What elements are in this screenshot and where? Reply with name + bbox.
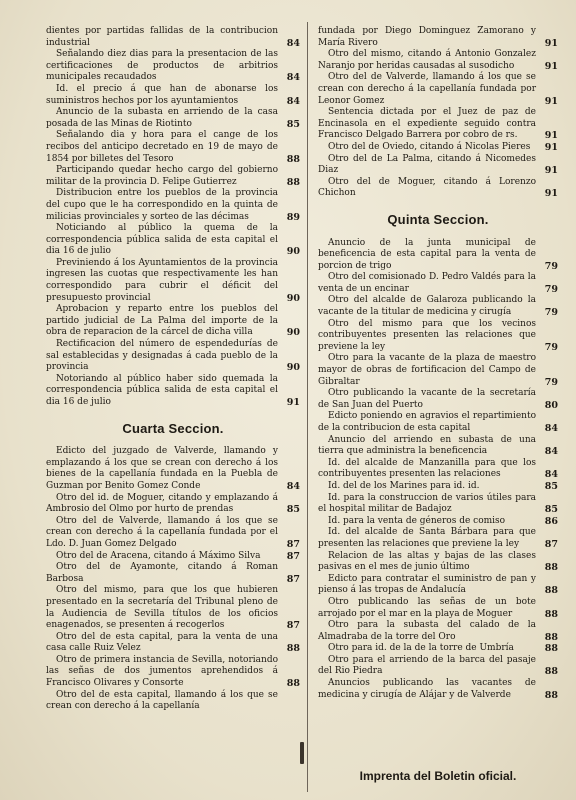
printer-imprint: Imprenta del Boletin oficial. [359,769,517,784]
index-entry: Otro para id. de la de la torre de Umbría 88 [328,643,558,655]
index-entry: Otro para el arriendo de la barca del pasaje del Rio Piedra 88 [318,654,558,678]
index-entry: Otro del de La Palma, citando á Nicomedes Diaz 91 [318,153,558,177]
index-entry: Relacion de las altas y bajas de las clases pasivas en el mes de junio último 88 [318,550,558,574]
section-heading: Quinta Seccion. [387,211,489,227]
index-entry: Edicto del juzgado de Valverde, llamando y emplazando á los que se crean con derecho á los bienes de la capellanía fundada en la Puebla de Guzman por Benito Gomez Conde 84 [46,446,300,492]
index-entry: Señalando dia y hora para el cange de los recibos del anticipo decretado en 19 de mayo de 1854 por billetes del Tesoro 88 [46,130,300,165]
index-entry: Aprobacion y reparto entre los pueblos del partido judicial de La Palma del importe de la obra de reparacion de la cárcel de dicha villa 90 [46,304,300,339]
index-entry: Id. del alcalde de Santa Bárbara para que presenten las relaciones que previene la ley 87 [318,527,558,550]
index-entry: Otro del de Valverde, llamando á los que se crean con derecho á la capellanía fundada por Leonor Gomez 91 [318,72,558,107]
index-entry: Edicto para contratar el suministro de pan y pienso á las tropas de Andalucía 88 [318,573,558,597]
index-entry: Id. del de los Marines para id. id. 85 [328,480,558,492]
index-entry: Anuncios publicando las vacantes de medicina y cirugía de Alájar y de Valverde 88 [318,678,558,701]
index-entry: Anuncio de la subasta en arriendo de la casa posada de las Minas de Riotinto 85 [46,107,300,130]
index-entry: Notoriando al público haber sido quemada la correspondencia pública salida de esta capital el dia 16 de julio 91 [46,373,300,408]
index-entry: Id. para la venta de géneros de comiso 86 [328,515,558,527]
index-entry: Id. del alcalde de Manzanilla para que los contribuyentes presenten las relaciones 84 [318,457,558,481]
index-entry: Señalando diez dias para la presentacion de las certificaciones de productos de arbitrios municipales recaudados 84 [46,49,300,84]
right-column [318,26,558,783]
index-entry: Otro del mismo, citando á Antonio Gonzalez Naranjo por heridas causadas al susodicho 91 [318,49,558,72]
section-heading: Cuarta Seccion. [122,420,224,436]
index-entry: Distribucion entre los pueblos de la provincia del cupo que le ha correspondido en la quinta de milicias provinciales y sorteo de las décimas 89 [46,188,300,223]
index-entry: Otro del id. de Moguer, citando y emplazando á Ambrosio del Olmo por hurto de prendas 85 [46,492,300,516]
column-divider [307,22,308,792]
index-entry: Noticiando al público la quema de la correspondencia pública salida de esta capital el dia 16 de julio 90 [46,223,300,258]
index-entry: Otro del de Aracena, citando á Máximo Silva 87 [56,550,300,562]
index-entry: Otro del de Oviedo, citando á Nicolas Pieres 91 [328,141,558,153]
index-entry: Otro para la vacante de la plaza de maestro mayor de obras de fortificacion del Campo de Gibraltar 79 [318,353,558,388]
index-entry: Otro para la subasta del calado de la Almadraba de la torre del Oro 88 [318,620,558,643]
index-entry: Participando quedar hecho cargo del gobierno militar de la provincia D. Felipe Gutierrez 88 [46,165,300,188]
index-entry: Otro del comisionado D. Pedro Valdés para la venta de un encinar 79 [318,272,558,295]
index-entry: Id. para la construccion de varios útiles para el hospital militar de Badajoz 85 [318,492,558,516]
index-entry: Otro del de esta capital, para la venta de una casa calle Ruiz Velez 88 [46,631,300,655]
index-entry: Previniendo á los Ayuntamientos de la provincia ingresen las cuotas que respectivamente les han correspondido para cubrir el déficit del presupuesto provincial 90 [46,257,300,304]
index-entry: fundada por Diego Dominguez Zamorano y María Rivero 91 [318,26,558,49]
index-entry: Otro del de Moguer, citando á Lorenzo Chichon 91 [318,176,558,200]
index-entry: Anuncio del arriendo en subasta de una tierra que administra la beneficencia 84 [318,434,558,458]
index-entry: Anuncio de la junta municipal de beneficencia de esta capital para la venta de porcion de trigo 79 [318,237,558,272]
index-entry: dientes por partidas fallidas de la contribucion industrial 84 [46,26,300,49]
index-entry: Otro publicando las señas de un bote arrojado por el mar en la playa de Moguer 88 [318,596,558,620]
index-entry: Id. el precio á que han de abonarse los suministros hechos por los ayuntamientos 84 [46,83,300,107]
index-entry: Edicto poniendo en agravios el repartimiento de la contribucion de esta capital 84 [318,411,558,434]
index-entry: Otro de primera instancia de Sevilla, notoriando las señas de dos jumentos aprehendidos á Francisco Olivares y Consorte 88 [46,654,300,690]
index-entry: Otro del mismo para que los vecinos contribuyentes presenten las relaciones que previene la ley 79 [318,318,558,353]
left-column [46,26,300,713]
index-entry: Otro del de Ayamonte, citando á Roman Barbosa 87 [46,562,300,585]
index-entry: Otro del de Valverde, llamando á los que se crean con derecho á la capellanía fundada por el Ldo. D. Juan Gomez Delgado 87 [46,515,300,550]
binding-mark [300,742,304,764]
index-entry: Otro del de esta capital, llamando á los que se crean con derecho á la capellanía [46,689,278,712]
index-entry: Rectificacion del número de espendedurías de sal establecidas y designadas á cada pueblo de la provincia 90 [46,339,300,374]
index-entry: Sentencia dictada por el Juez de paz de Encinasola en el expediente seguido contra Francisco Delgado Barrera por cobro de rs. 91 [318,107,558,142]
index-entry: Otro publicando la vacante de la secretaría de San Juan del Puerto 80 [318,388,558,411]
index-entry: Otro del mismo, para que los que hubieren presentado en la secretaría del Tribunal pleno de la Audiencia de Sevilla títulos de los oficios enagenados, se presenten á recogerlos 87 [46,585,300,632]
index-entry: Otro del alcalde de Galaroza publicando la vacante de la titular de medicina y cirugía 79 [318,295,558,319]
